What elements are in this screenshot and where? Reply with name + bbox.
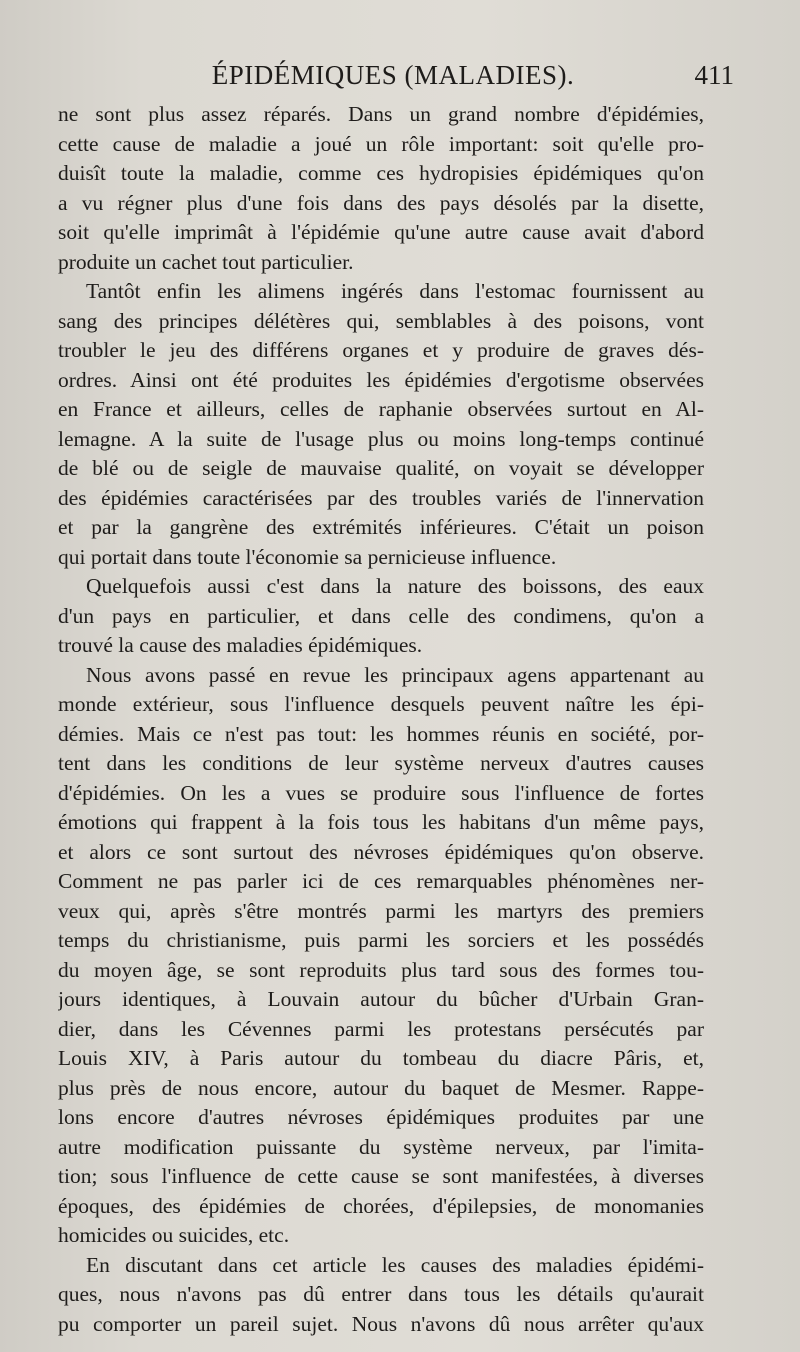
text-line: lemagne. A la suite de l'usage plus ou moins long-temps continué [58,426,704,451]
text-line: plus près de nous encore, autour du baquet de Mesmer. Rappe- [58,1075,704,1100]
text-line: des épidémies caractérisées par des troubles variés de l'innervation [58,485,704,510]
text-line: temps du christianisme, puis parmi les sorciers et les possédés [58,928,704,952]
text-line: démies. Mais ce n'est pas tout: les hommes réunis en société, por- [58,721,704,746]
text-line: époques, des épidémies de chorées, d'épilepsies, de monomanies [58,1193,704,1218]
text-line: Quelquefois aussi c'est dans la nature des boissons, des eaux [86,574,704,598]
text-line: en France et ailleurs, celles de raphanie observées surtout en Al- [58,397,704,421]
text-line: ques, nous n'avons pas dû entrer dans tous les détails qu'aurait [58,1282,704,1306]
page-number: 411 [694,60,734,90]
text-line: trouvé la cause des maladies épidémiques. [58,633,423,657]
text-line: et alors ce sont surtout des névroses épidémiques qu'on observe. [58,839,704,864]
text-line: produite un cachet tout particulier. [58,249,354,274]
text-line: sang des principes délétères qui, semblables à des poisons, vont [58,308,704,333]
text-line: du moyen âge, se sont reproduits plus tard sous des formes tou- [58,957,704,982]
text-line: monde extérieur, sous l'influence desquels peuvent naître les épi- [58,692,704,716]
text-line: a vu régner plus d'une fois dans des pays désolés par la disette, [58,190,704,215]
running-head [58,60,734,100]
text-line: ne sont plus assez réparés. Dans un grand nombre d'épidémies, [58,102,704,126]
text-line: En discutant dans cet article les causes des maladies épidémi- [86,1252,704,1277]
text-line: jours identiques, à Louvain autour du bûcher d'Urbain Gran- [58,987,704,1011]
text-line: veux qui, après s'être montrés parmi les martyrs des premiers [58,898,704,923]
text-line: tent dans les conditions de leur système nerveux d'autres causes [58,751,704,775]
text-line: Nous avons passé en revue les principaux agens appartenant au [86,662,704,687]
text-line: lons encore d'autres névroses épidémiques produites par une [58,1105,704,1129]
body-text [58,100,704,1339]
text-line: homicides ou suicides, etc. [58,1223,290,1247]
text-line: de blé ou de seigle de mauvaise qualité, on voyait se développer [58,456,704,480]
text-line: dier, dans les Cévennes parmi les protestans persécutés par [58,1016,704,1041]
text-line: qui portait dans toute l'économie sa pernicieuse influence. [58,544,557,569]
text-line: d'un pays en particulier, et dans celle des condimens, qu'on a [58,603,704,628]
text-line: autre modification puissante du système nerveux, par l'imita- [58,1134,704,1159]
text-line: soit qu'elle imprimât à l'épidémie qu'une autre cause avait d'abord [58,220,704,244]
text-line: pu comporter un pareil sujet. Nous n'avons dû nous arrêter qu'aux [58,1311,704,1336]
text-line: d'épidémies. On les a vues se produire sous l'influence de fortes [58,780,704,805]
text-line: ordres. Ainsi ont été produites les épidémies d'ergotisme observées [58,367,704,392]
text-line: duisît toute la maladie, comme ces hydropisies épidémiques qu'on [58,161,704,185]
text-line: tion; sous l'influence de cette cause se sont manifestées, à diverses [58,1164,704,1188]
running-title: ÉPIDÉMIQUES (MALADIES). [211,60,575,90]
text-line: Comment ne pas parler ici de ces remarquables phénomènes ner- [58,869,704,893]
text-line: émotions qui frappent à la fois tous les habitans d'un même pays, [58,810,704,834]
text-line: et par la gangrène des extrémités inférieures. C'était un poison [58,515,704,539]
text-line: Louis XIV, à Paris autour du tombeau du diacre Pâris, et, [58,1046,704,1070]
text-line: Tantôt enfin les alimens ingérés dans l'estomac fournissent au [86,279,704,303]
text-line: troubler le jeu des différens organes et y produire de graves dés- [58,338,704,362]
text-line: cette cause de maladie a joué un rôle important: soit qu'elle pro- [58,131,704,156]
